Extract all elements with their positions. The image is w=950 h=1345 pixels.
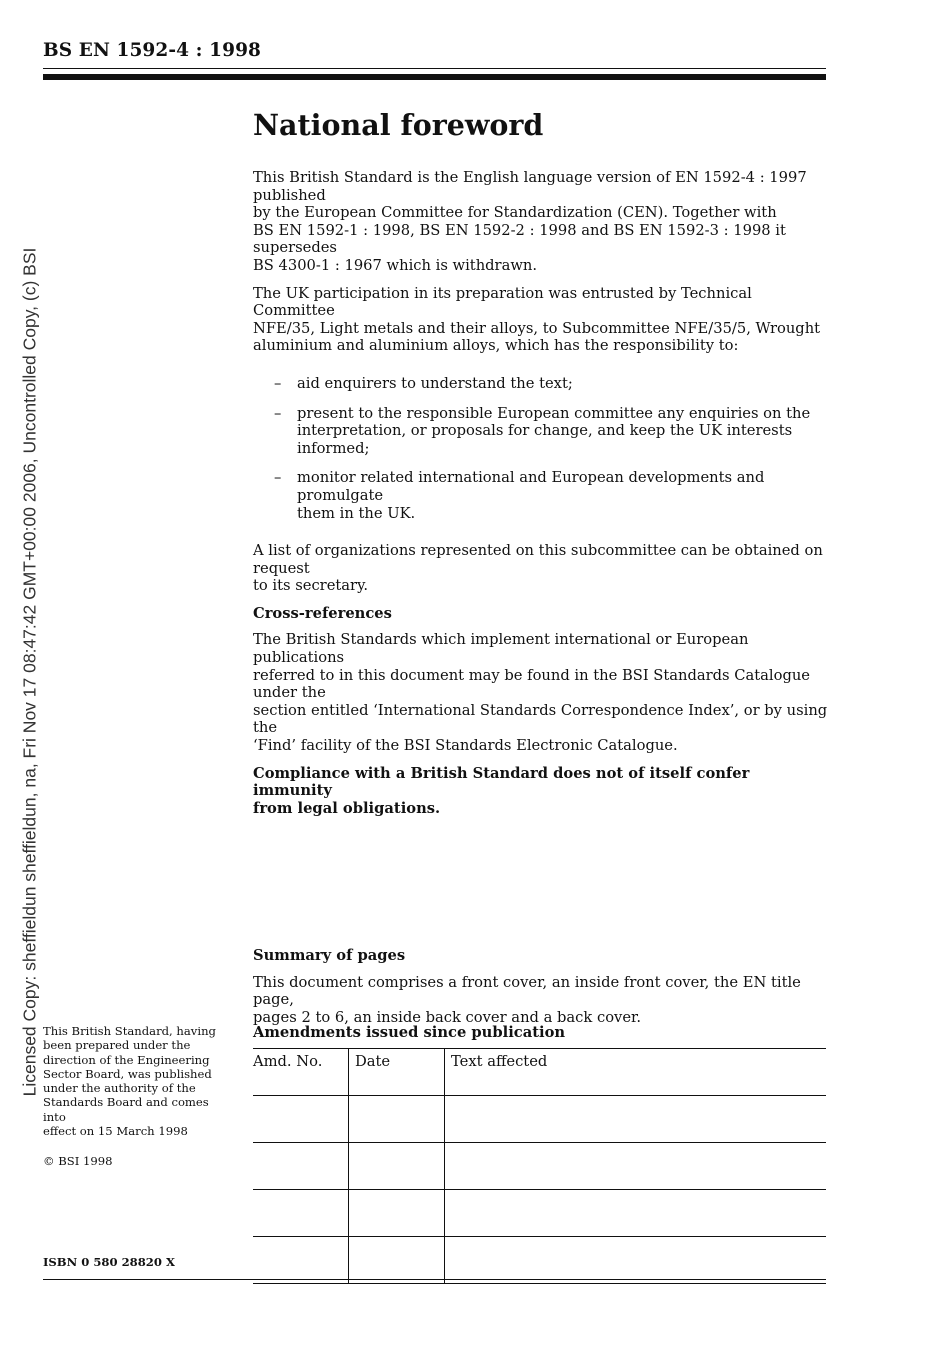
text-line: from legal obligations. xyxy=(253,799,441,817)
text-line: to its secretary. xyxy=(253,577,369,595)
text-line: section entitled ‘International Standards Correspondence Index’, or by using the xyxy=(253,701,828,737)
bullet-dash: – xyxy=(274,469,282,487)
license-watermark: Licensed Copy: sheffieldun sheffieldun, na, Fri Nov 17 08:47:42 GMT+00:00 2006, Uncontrolled Copy, (c) BSI xyxy=(19,247,40,1097)
text-line: Compliance with a British Standard does not of itself confer immunity xyxy=(253,764,750,800)
summary-section xyxy=(253,947,828,1036)
header-thin-rule xyxy=(43,68,826,69)
table-cell xyxy=(445,1190,827,1237)
isbn-number: ISBN 0 580 28820 X xyxy=(43,1255,175,1269)
table-row xyxy=(253,1237,826,1284)
table-cell xyxy=(445,1237,827,1284)
text-line: under the authority of the xyxy=(43,1081,196,1096)
text-line: The UK participation in its preparation was entrusted by Technical Committee xyxy=(253,284,752,320)
amendments-heading: Amendments issued since publication xyxy=(253,1024,566,1041)
column-header-text-affected: Text affected xyxy=(445,1049,827,1096)
intro-paragraph xyxy=(253,169,828,275)
participation-paragraph xyxy=(253,285,828,355)
text-line: referred to in this document may be found in the BSI Standards Catalogue under the xyxy=(253,666,810,702)
text-line: This document comprises a front cover, an inside front cover, the EN title page, xyxy=(253,973,801,1009)
table-row xyxy=(253,1096,826,1143)
crossref-heading: Cross-references xyxy=(253,604,392,622)
text-line: direction of the Engineering xyxy=(43,1052,210,1067)
text-line: Sector Board, was published xyxy=(43,1066,212,1081)
table-cell xyxy=(349,1143,445,1190)
table-cell xyxy=(349,1096,445,1143)
responsibility-list xyxy=(253,375,828,522)
table-cell xyxy=(253,1096,349,1143)
summary-paragraph xyxy=(253,974,828,1027)
text-line: by the European Committee for Standardization (CEN). Together with xyxy=(253,204,777,222)
bullet-dash: – xyxy=(274,374,282,392)
table-row xyxy=(253,1143,826,1190)
table-cell xyxy=(349,1237,445,1284)
text-line: NFE/35, Light metals and their alloys, to Subcommittee NFE/35/5, Wrought xyxy=(253,319,821,337)
text-line: pages 2 to 6, an inside back cover and a back cover. xyxy=(253,1008,642,1026)
text-line: aluminium and aluminium alloys, which has the responsibility to: xyxy=(253,337,739,355)
text-line: This British Standard, having xyxy=(43,1024,216,1038)
amendments-table xyxy=(253,1048,826,1284)
table-cell xyxy=(253,1143,349,1190)
text-line: Standards Board and comes into xyxy=(43,1095,209,1124)
text-line: This British Standard is the English language version of EN 1592-4 : 1997 published xyxy=(253,169,807,204)
header-thick-rule xyxy=(43,74,826,80)
table-header-row xyxy=(253,1049,826,1096)
text-line: aid enquirers to understand the text; xyxy=(297,374,573,392)
table-cell xyxy=(445,1143,827,1190)
column-header-date: Date xyxy=(349,1049,445,1096)
text-line: interpretation, or proposals for change, and keep the UK interests informed; xyxy=(297,422,793,457)
copyright-notice: © BSI 1998 xyxy=(43,1154,113,1168)
summary-heading: Summary of pages xyxy=(253,947,406,964)
compliance-note xyxy=(253,765,828,818)
text-line: effect on 15 March 1998 xyxy=(43,1124,188,1139)
column-header-amd-no: Amd. No. xyxy=(253,1049,349,1096)
list-item xyxy=(253,405,828,458)
table-cell xyxy=(253,1190,349,1237)
table-row xyxy=(253,1190,826,1237)
text-line: monitor related international and European developments and promulgate xyxy=(297,469,765,504)
text-line: BS EN 1592-1 : 1998, BS EN 1592-2 : 1998 and BS EN 1592-3 : 1998 it supersedes xyxy=(253,221,786,257)
foreword-body xyxy=(253,100,828,827)
table-cell xyxy=(253,1237,349,1284)
page-title: National foreword xyxy=(253,108,544,142)
list-item xyxy=(253,469,828,522)
text-line: BS 4300-1 : 1967 which is withdrawn. xyxy=(253,256,538,274)
text-line: The British Standards which implement international or European publications xyxy=(253,631,749,667)
text-line: ‘Find’ facility of the BSI Standards Electronic Catalogue. xyxy=(253,737,678,755)
standard-reference: BS EN 1592-4 : 1998 xyxy=(43,40,262,61)
text-line: A list of organizations represented on this subcommittee can be obtained on request xyxy=(253,542,823,577)
text-line: them in the UK. xyxy=(297,504,416,522)
footer-rule xyxy=(43,1279,826,1280)
crossref-paragraph xyxy=(253,631,828,754)
publication-note xyxy=(43,1024,233,1138)
table-cell xyxy=(349,1190,445,1237)
table-cell xyxy=(445,1096,827,1143)
list-item xyxy=(253,375,828,393)
text-line: present to the responsible European committee any enquiries on the xyxy=(297,404,811,422)
bullet-dash: – xyxy=(274,404,282,422)
organizations-paragraph xyxy=(253,542,828,595)
text-line: been prepared under the xyxy=(43,1038,191,1053)
